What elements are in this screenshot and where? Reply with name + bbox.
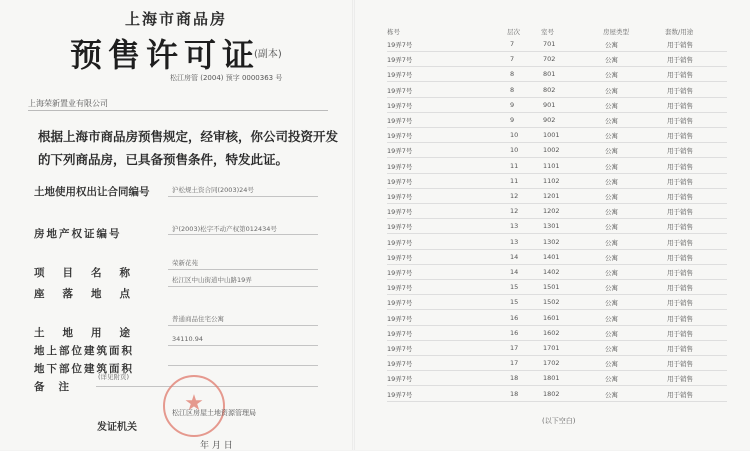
table-row <box>355 131 750 146</box>
table-cell: 18 <box>510 374 519 383</box>
table-cell: 802 <box>543 85 556 94</box>
table-cell: 用于销售 <box>667 208 693 217</box>
field-underline <box>168 196 318 197</box>
certificate-statement: 根据上海市商品房预售规定，经审核，你公司投资开发的下列商品房，已具备预售条件，特发此证。 <box>38 129 339 167</box>
table-cell: 902 <box>543 116 556 124</box>
table-cell: 14 <box>510 268 519 276</box>
field-label-below-ground-area: 地下部位建筑面积 <box>34 363 134 375</box>
table-cell: 用于销售 <box>667 253 693 262</box>
table-cell: 19弄7号 <box>387 162 413 171</box>
row-divider <box>387 264 727 265</box>
table-cell: 用于销售 <box>667 223 693 232</box>
table-cell: 12 <box>510 207 519 216</box>
field-label-remarks: 备注 <box>34 381 83 393</box>
table-cell: 19弄7号 <box>387 223 413 232</box>
table-cell: 公寓 <box>605 284 618 293</box>
field-label-above-ground-area: 地上部位建筑面积 <box>34 345 134 357</box>
row-divider <box>387 188 727 189</box>
table-cell: 16 <box>510 313 519 322</box>
table-cell: 公寓 <box>605 208 618 217</box>
table-cell: 19弄7号 <box>387 132 413 141</box>
row-divider <box>387 142 727 143</box>
table-cell: 17 <box>510 344 519 352</box>
row-divider <box>387 51 727 52</box>
field-underline <box>168 234 318 235</box>
table-cell: 19弄7号 <box>387 41 413 49</box>
table-row <box>355 329 750 344</box>
table-cell: 18 <box>510 389 519 398</box>
table-cell: 801 <box>543 70 556 79</box>
table-row <box>355 207 750 222</box>
field-label-location: 座落地点 <box>34 288 148 300</box>
table-cell: 19弄7号 <box>387 375 413 384</box>
row-divider <box>387 233 727 234</box>
certificate-appendix-page <box>355 0 750 450</box>
table-cell: 19弄7号 <box>387 86 413 95</box>
table-cell: 15 <box>510 298 519 307</box>
row-divider <box>387 97 727 98</box>
row-divider <box>387 127 727 128</box>
table-cell: 用于销售 <box>667 360 693 369</box>
table-cell: 1302 <box>543 237 560 246</box>
table-cell: 1001 <box>543 131 560 140</box>
row-divider <box>387 309 727 310</box>
table-cell: 1202 <box>543 207 560 216</box>
table-cell: 公寓 <box>605 269 618 277</box>
table-cell: 1002 <box>543 146 560 155</box>
table-cell: 1502 <box>543 298 560 307</box>
field-underline <box>168 286 318 287</box>
seal-star-icon: ★ <box>184 391 204 416</box>
field-value-above-ground-area: 34110.94 <box>172 335 204 343</box>
table-cell: 公寓 <box>605 71 618 80</box>
table-cell: 公寓 <box>605 299 618 308</box>
certificate-title: 预售许可证 <box>70 36 261 74</box>
table-cell: 公寓 <box>605 117 618 125</box>
issuing-authority-name: 松江区房屋土地资源管理局 <box>172 409 256 417</box>
table-cell: 13 <box>510 222 519 231</box>
table-cell: 公寓 <box>605 147 618 156</box>
table-cell: 用于销售 <box>667 132 693 141</box>
table-row <box>355 283 750 298</box>
table-cell: 17 <box>510 359 519 368</box>
table-cell: 用于销售 <box>667 390 693 399</box>
table-header-building: 栋号 <box>387 28 400 36</box>
table-row <box>355 40 750 55</box>
table-row <box>355 268 750 283</box>
row-divider <box>387 249 727 250</box>
issuing-authority-label: 发证机关 <box>97 422 137 433</box>
table-cell: 19弄7号 <box>387 360 413 369</box>
row-divider <box>387 325 727 326</box>
table-cell: 用于销售 <box>667 101 693 110</box>
table-cell: 1801 <box>543 374 560 383</box>
table-cell: 公寓 <box>605 390 618 399</box>
field-label-project-name: 项目名称 <box>34 267 148 279</box>
row-divider <box>387 385 727 386</box>
table-cell: 901 <box>543 100 556 109</box>
field-value-land-contract: 沪松规土资合同(2003)24号 <box>172 186 254 194</box>
table-cell: 公寓 <box>605 375 618 384</box>
table-cell: 19弄7号 <box>387 299 413 308</box>
table-cell: 1802 <box>543 389 560 398</box>
table-cell: 用于销售 <box>667 193 693 201</box>
field-value-location: 松江区中山街道中山路19弄 <box>172 276 252 284</box>
table-cell: 19弄7号 <box>387 284 413 293</box>
table-cell: 19弄7号 <box>387 56 413 65</box>
table-header-floor: 层次 <box>507 28 520 36</box>
row-divider <box>387 279 727 280</box>
table-cell: 用于销售 <box>667 56 693 65</box>
row-divider <box>387 340 727 341</box>
table-header-type: 房屋类型 <box>603 28 629 36</box>
table-cell: 用于销售 <box>667 238 693 247</box>
table-row <box>355 162 750 177</box>
table-row <box>355 101 750 116</box>
table-cell: 19弄7号 <box>387 147 413 156</box>
field-label-property-cert: 房地产权证编号 <box>34 228 122 240</box>
row-divider <box>387 173 727 174</box>
certificate-number: 松江房管 (2004) 预字 0000363 号 <box>170 74 283 82</box>
table-cell: 7 <box>510 40 515 48</box>
field-underline <box>168 365 318 366</box>
table-row <box>355 192 750 207</box>
table-row <box>355 238 750 253</box>
table-cell: 公寓 <box>605 360 618 369</box>
table-cell: 公寓 <box>605 132 618 141</box>
table-cell: 19弄7号 <box>387 314 413 323</box>
table-cell: 1401 <box>543 252 560 261</box>
table-cell: 10 <box>510 131 519 140</box>
table-cell: 1602 <box>543 328 560 337</box>
field-label-land-contract: 土地使用权出让合同编号 <box>34 186 150 198</box>
table-row <box>355 359 750 374</box>
table-cell: 1702 <box>543 359 560 368</box>
table-cell: 16 <box>510 328 519 337</box>
table-cell: 公寓 <box>605 329 618 338</box>
table-header-usage: 套数/用途 <box>665 28 694 36</box>
company-name: 上海荣新置业有限公司 <box>28 99 108 108</box>
table-cell: 19弄7号 <box>387 269 413 277</box>
table-cell: 702 <box>543 55 556 64</box>
table-cell: 公寓 <box>605 41 618 49</box>
table-cell: 15 <box>510 283 519 292</box>
table-cell: 公寓 <box>605 253 618 262</box>
table-cell: 1701 <box>543 344 560 352</box>
table-cell: 用于销售 <box>667 86 693 95</box>
row-divider <box>387 218 727 219</box>
table-cell: 12 <box>510 192 519 200</box>
table-cell: 1201 <box>543 192 560 200</box>
table-cell: 1102 <box>543 176 560 185</box>
table-footnote: (以下空白) <box>542 417 576 425</box>
table-cell: 用于销售 <box>667 375 693 384</box>
row-divider <box>387 81 727 82</box>
field-value-remarks: (详见附页) <box>98 373 130 381</box>
table-cell: 19弄7号 <box>387 238 413 247</box>
table-cell: 公寓 <box>605 193 618 201</box>
table-row <box>355 146 750 161</box>
field-value-property-cert: 沪(2003)松字不动产权第012434号 <box>172 225 277 233</box>
row-divider <box>387 294 727 295</box>
row-divider <box>387 203 727 204</box>
table-cell: 用于销售 <box>667 117 693 125</box>
table-cell: 用于销售 <box>667 284 693 293</box>
row-divider <box>387 112 727 113</box>
table-cell: 用于销售 <box>667 162 693 171</box>
table-row <box>355 86 750 101</box>
row-divider <box>387 401 727 402</box>
table-cell: 用于销售 <box>667 329 693 338</box>
table-cell: 19弄7号 <box>387 117 413 125</box>
table-cell: 用于销售 <box>667 314 693 323</box>
issue-date: 年 月 日 <box>200 441 233 451</box>
table-cell: 公寓 <box>605 223 618 232</box>
field-label-land-use: 土地用途 <box>34 327 148 339</box>
table-cell: 用于销售 <box>667 177 693 186</box>
table-cell: 公寓 <box>605 162 618 171</box>
table-cell: 11 <box>510 176 519 185</box>
table-cell: 19弄7号 <box>387 345 413 353</box>
table-cell: 1301 <box>543 222 560 231</box>
row-divider <box>387 66 727 67</box>
table-cell: 19弄7号 <box>387 101 413 110</box>
table-row <box>355 222 750 237</box>
table-cell: 1101 <box>543 161 560 170</box>
table-cell: 1501 <box>543 283 560 292</box>
table-cell: 8 <box>510 70 515 79</box>
row-divider <box>387 157 727 158</box>
table-row <box>355 70 750 85</box>
issuing-region-title: 上海市商品房 <box>124 10 227 28</box>
table-cell: 公寓 <box>605 101 618 110</box>
table-cell: 9 <box>510 116 515 124</box>
table-row <box>355 253 750 268</box>
table-row <box>355 177 750 192</box>
table-cell: 用于销售 <box>667 71 693 80</box>
table-cell: 19弄7号 <box>387 177 413 186</box>
field-underline <box>168 345 318 346</box>
table-cell: 19弄7号 <box>387 253 413 262</box>
table-cell: 用于销售 <box>667 299 693 308</box>
table-cell: 7 <box>510 55 515 64</box>
field-underline <box>168 269 318 270</box>
table-cell: 用于销售 <box>667 147 693 156</box>
table-row <box>355 374 750 389</box>
table-cell: 用于销售 <box>667 345 693 353</box>
row-divider <box>387 355 727 356</box>
table-cell: 19弄7号 <box>387 208 413 217</box>
table-cell: 1402 <box>543 268 560 276</box>
certificate-front-page <box>0 0 352 450</box>
table-cell: 14 <box>510 252 519 261</box>
table-row <box>355 298 750 313</box>
table-cell: 8 <box>510 85 515 94</box>
table-row <box>355 344 750 359</box>
field-value-land-use: 普通商品住宅公寓 <box>172 315 224 323</box>
table-cell: 19弄7号 <box>387 71 413 80</box>
table-row <box>355 390 750 405</box>
field-value-project-name: 荣新花苑 <box>172 259 198 267</box>
table-cell: 19弄7号 <box>387 193 413 201</box>
table-cell: 10 <box>510 146 519 155</box>
copy-label: (副本) <box>254 49 282 60</box>
table-cell: 11 <box>510 161 519 170</box>
company-underline <box>28 110 328 111</box>
table-cell: 用于销售 <box>667 41 693 49</box>
table-cell: 公寓 <box>605 177 618 186</box>
table-cell: 公寓 <box>605 345 618 353</box>
table-row <box>355 116 750 131</box>
table-cell: 公寓 <box>605 56 618 65</box>
table-cell: 13 <box>510 237 519 246</box>
table-row <box>355 55 750 70</box>
table-cell: 9 <box>510 100 515 109</box>
table-cell: 用于销售 <box>667 269 693 277</box>
table-cell: 19弄7号 <box>387 390 413 399</box>
row-divider <box>387 370 727 371</box>
field-underline <box>168 325 318 326</box>
table-header-room: 室号 <box>541 28 554 36</box>
table-row <box>355 314 750 329</box>
table-cell: 1601 <box>543 313 560 322</box>
table-cell: 公寓 <box>605 238 618 247</box>
table-cell: 701 <box>543 40 556 48</box>
official-seal <box>163 375 225 437</box>
table-cell: 公寓 <box>605 314 618 323</box>
table-cell: 19弄7号 <box>387 329 413 338</box>
table-cell: 公寓 <box>605 86 618 95</box>
